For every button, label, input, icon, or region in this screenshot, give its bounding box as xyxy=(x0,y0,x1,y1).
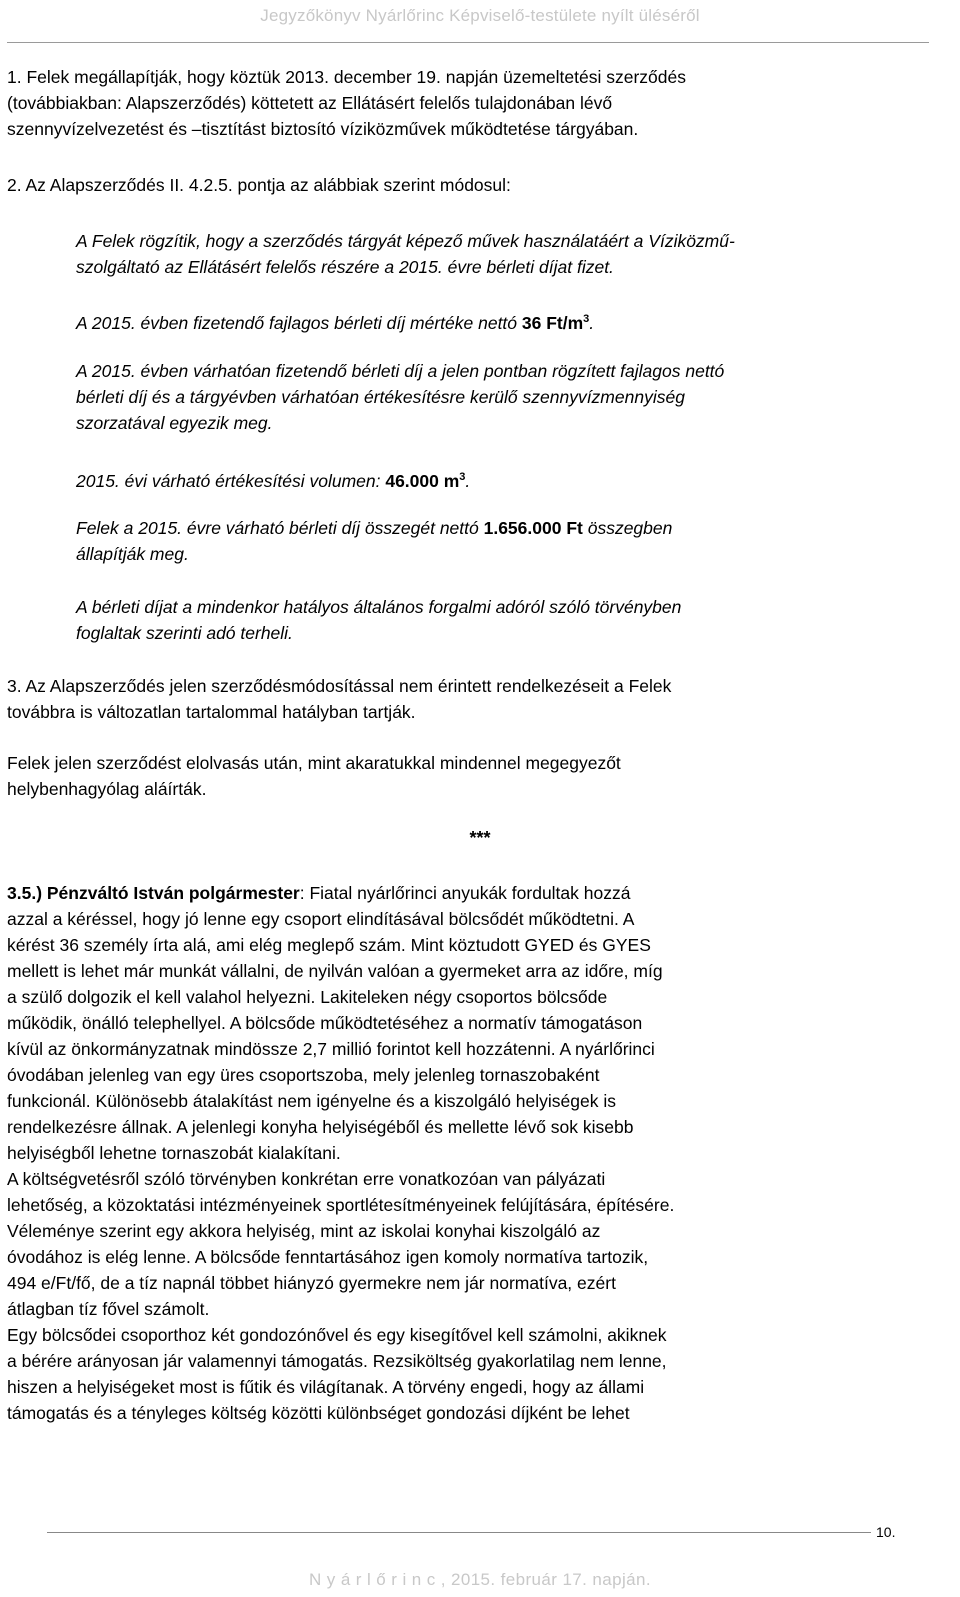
p4-text: A 2015. évben fizetendő fajlagos bérleti díj mértéke nettó xyxy=(76,312,522,333)
paragraph-4 xyxy=(76,306,940,336)
page-footer: N y á r l ő r i n c , 2015. február 17. napján. xyxy=(309,1570,651,1589)
p6-text: 2015. évi várható értékesítési volumen: xyxy=(76,470,386,491)
paragraph-3: A Felek rögzítik, hogy a szerződés tárgyát képező művek használatáért a Víziközmű- szolgáltató az Ellátásért felelős részére a 2015. évre bérleti díjat fizet. xyxy=(76,231,735,277)
p4-rate: 36 Ft/m xyxy=(521,312,584,333)
paragraph-10: Felek jelen szerződést elolvasás után, mint akaratukkal mindennel megegyezőt helybenhagyólag aláírták. xyxy=(7,753,621,799)
speaker-name: 3.5.) Pénzváltó István polgármester xyxy=(7,883,300,903)
paragraph-5: A 2015. évben várhatóan fizetendő bérleti díj a jelen pontban rögzített fajlagos nettó bérleti díj és a tárgyévben várhatóan értékesítésre kerülő szennyvízmennyiség szorzatával egyezik meg. xyxy=(76,361,725,433)
p6-volume: 46.000 m xyxy=(385,470,460,491)
p4-end: . xyxy=(589,312,595,333)
p4-sup: 3 xyxy=(583,313,590,325)
p6-end: . xyxy=(465,470,471,491)
footer-divider xyxy=(47,1532,871,1533)
header-divider xyxy=(7,42,929,43)
p7-amount: 1.656.000 Ft xyxy=(483,518,583,538)
paragraph-11 xyxy=(7,880,940,1426)
p6-sup: 3 xyxy=(459,471,466,483)
paragraph-7 xyxy=(76,515,940,567)
page-number: 10. xyxy=(876,1524,896,1540)
section-separator: *** xyxy=(469,828,491,848)
paragraph-2: 2. Az Alapszerződés II. 4.2.5. pontja az alábbiak szerint módosul: xyxy=(7,175,511,195)
p7-end: összegben állapítják meg. xyxy=(76,518,673,564)
paragraph-1: 1. Felek megállapítják, hogy köztük 2013. december 19. napján üzemeltetési szerződés (továbbiakban: Alapszerződés) köttetett az Ellátásért felelős tulajdonában lévő szennyvízelvezetést és –tisztítást biztosító víziközművek működtetése tárgyában. xyxy=(7,67,686,139)
paragraph-6 xyxy=(76,464,940,494)
page-header: Jegyzőkönyv Nyárlőrinc Képviselő-testülete nyílt üléséről xyxy=(260,6,700,25)
paragraph-8: A bérleti díjat a mindenkor hatályos általános forgalmi adóról szóló törvényben foglaltak szerinti adó terheli. xyxy=(76,597,682,643)
p7-text: Felek a 2015. évre várható bérleti díj összegét nettó xyxy=(76,518,484,538)
paragraph-9: 3. Az Alapszerződés jelen szerződésmódosítással nem érintett rendelkezéseit a Felek továbbra is változatlan tartalommal hatályban tartják. xyxy=(7,676,672,722)
speaker-text: : Fiatal nyárlőrinci anyukák fordultak hozzá azzal a kéréssel, hogy jó lenne egy csoport elindításával bölcsődét működtetni. A kérést 36 személy írta alá, ami elég meglepő szám. Mint köztudott GYED és GYES mellett is lehet már munkát vállalni, de nyilván valóan a gyermeket arra az időre, míg a szülő dolgozik el kell valahol helyezni. Lakiteleken négy csoportos bölcsőde működik, önálló telephellyel. A bölcsőde működtetéséhez a normatív támogatáson kívül az önkormányzatnak mindössze 2,7 millió forintot kell hozzátenni. A nyárlőrinci óvodában jelenleg van egy üres csoportszoba, mely jelenleg tornaszobaként funkcionál. Különösebb átalakítást nem igényelne és a kiszolgáló helyiségek is rendelkezésre állnak. A jelenlegi konyha helyiségéből és mellette lévő sok kisebb helyiségből lehetne tornaszobát kialakítani. A költségvetésről szóló törvényben konkrétan erre vonatkozóan van pályázati lehetőség, a közoktatási intézményeinek sportlétesítményeinek felújítására, építésére. Véleménye szerint egy akkora helyiség, mint az iskolai konyhai kiszolgáló az óvodához is elég lenne. A bölcsőde fenntartásához igen komoly normatíva tartozik, 494 e/Ft/fő, de a tíz napnál többet hiányzó gyermekre nem jár normatíva, ezért átlagban tíz fővel számolt. Egy bölcsődei csoporthoz két gondozónővel és egy kisegítővel kell számolni, akiknek a bérére arányosan jár valamennyi támogatás. Rezsiköltség gyakorlatilag nem lenne, hiszen a helyiségeket most is fűtik és világítanak. A törvény engedi, hogy az állami támogatás és a tényleges költség közötti különbséget gondozási díjként be lehet xyxy=(7,883,675,1423)
